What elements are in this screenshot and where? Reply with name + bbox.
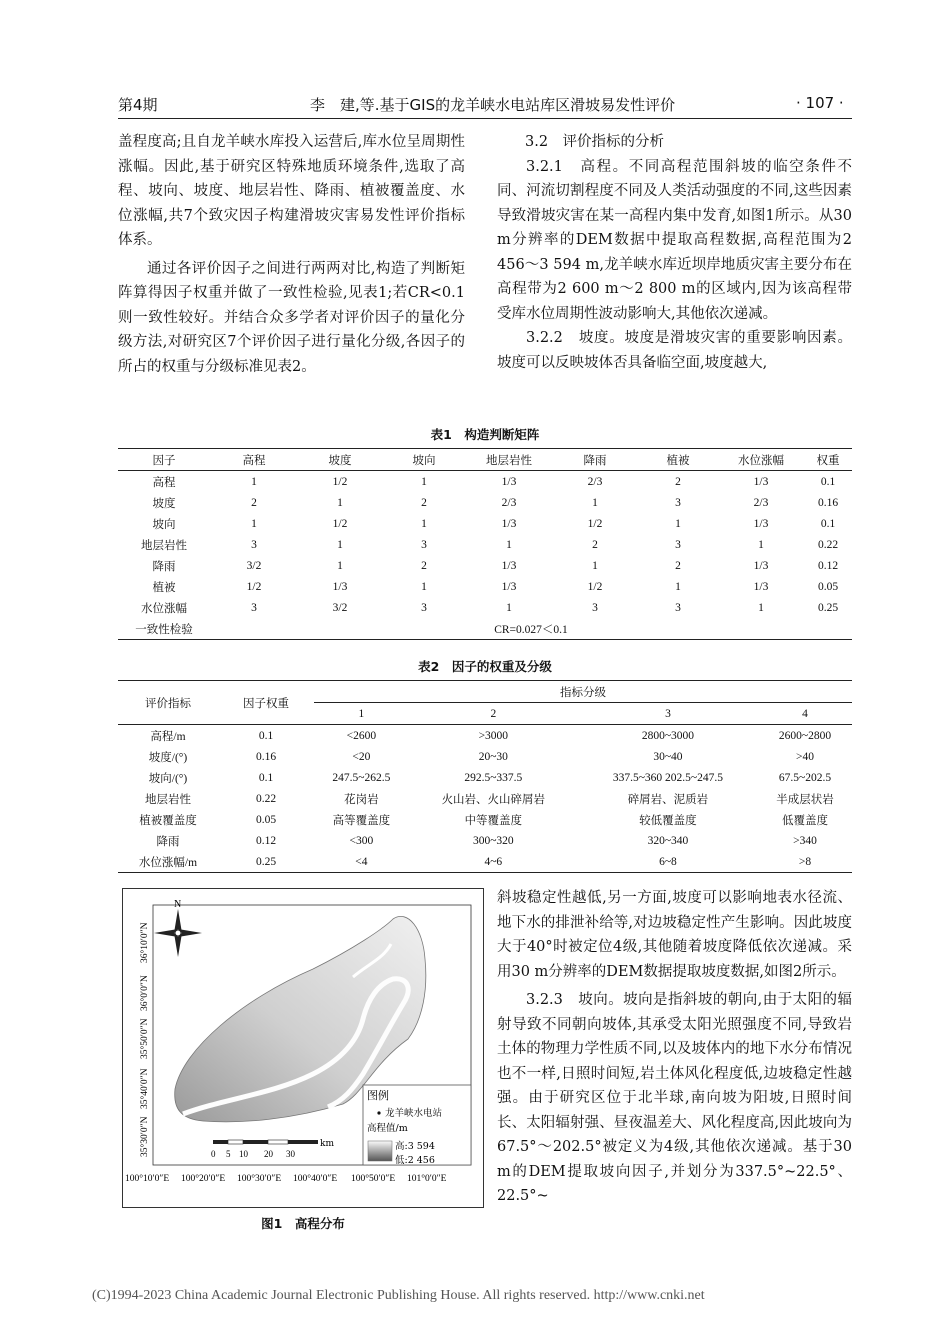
legend-high: 高:3 594 <box>395 1141 435 1152</box>
scale-tick-label: 5 <box>226 1149 231 1159</box>
table-cell: <20 <box>352 750 371 763</box>
table-cell: 坡向/(°) <box>148 772 188 785</box>
table-cell: 0.25 <box>218 851 314 873</box>
table-cell: 1 <box>592 559 598 572</box>
table-row <box>118 809 852 830</box>
table-row <box>118 725 852 747</box>
table-cell: 30~40 <box>653 750 683 763</box>
table-cell: >340 <box>793 834 817 847</box>
scale-bar <box>213 1140 318 1144</box>
table-cell: 0.1 <box>820 517 836 530</box>
scale-tick-label: 0 <box>211 1149 216 1159</box>
table-cell: 3 <box>251 538 257 551</box>
table-cell: >3000 <box>478 729 509 742</box>
latitude-label: 35°30′0″N <box>140 1116 150 1157</box>
table-cell: 植被 <box>638 449 718 471</box>
table-cell: 3 <box>421 538 427 551</box>
table-cell: 高程 <box>210 449 298 471</box>
latitude-label: 36°10′0″N <box>140 922 150 963</box>
table2 <box>118 680 852 873</box>
legend-low: 低:2 456 <box>395 1155 435 1166</box>
table-cell: 1 <box>337 496 343 509</box>
table-cell: 1 <box>675 517 681 530</box>
table-cell: 1/3 <box>332 580 348 593</box>
copyright-footer: (C)1994-2023 China Academic Journal Electronic Publishing House. All rights reserved. http://www.cnki.net <box>92 1288 705 1303</box>
longitude-label: 100°20′0″E <box>181 1174 226 1184</box>
table-cell: 1/3 <box>753 517 769 530</box>
table-cell: 指标分级 <box>314 681 852 703</box>
table-row <box>118 492 852 513</box>
table-cell: 320~340 <box>647 834 689 847</box>
table-cell: 较低覆盖度 <box>639 814 697 827</box>
table-cell: 1 <box>251 517 257 530</box>
table-cell: >40 <box>795 750 814 763</box>
table-cell: 中等覆盖度 <box>464 814 523 827</box>
table-cell: 植被 <box>152 581 176 594</box>
paragraph: 盖程度高;且自龙羊峡水库投入运营后,库水位呈周期性涨幅。因此,基于研究区特殊地质环境条件,选取了高程、坡向、坡度、地层岩性、降雨、植被覆盖度、水位涨幅,共7个致灾因子构建滑坡灾害易发性评价指标体系。 <box>118 134 465 248</box>
latitude-label: 35°50′0″N <box>140 1018 150 1059</box>
table-cell: 坡度 <box>298 449 382 471</box>
table-cell: 地层岩性 <box>141 539 187 552</box>
longitude-label: 101°0′0″E <box>407 1174 447 1184</box>
table-cell: 247.5~262.5 <box>332 771 391 784</box>
table-row <box>118 746 852 767</box>
table-cell: 0.12 <box>255 834 277 847</box>
elevation-map <box>123 889 483 1207</box>
table-cell: 1/3 <box>501 517 517 530</box>
table-cell: 0.1 <box>820 475 836 488</box>
table-cell: 3 <box>675 496 681 509</box>
table-cell: 2 <box>409 703 578 725</box>
table-row <box>118 555 852 576</box>
table-header-row <box>118 449 852 471</box>
scale-tick-label: 10 <box>239 1149 248 1159</box>
table-cell: 地层岩性 <box>145 793 191 806</box>
longitude-label: 100°30′0″E <box>237 1174 282 1184</box>
table-cell: 6~8 <box>578 851 758 873</box>
table-cell: >8 <box>758 851 852 873</box>
table-cell: 地层岩性 <box>466 449 552 471</box>
page-number: · 107 · <box>796 94 844 112</box>
table2-caption: 表2 因子的权重及分级 <box>418 659 552 674</box>
table-cell: 坡度 <box>152 497 176 510</box>
legend-title: 图例 <box>367 1089 389 1102</box>
table-cell: 1 <box>758 538 764 551</box>
table-cell: 0.22 <box>255 792 277 805</box>
table-cell: 坡向 <box>382 449 466 471</box>
table-cell: 3 <box>592 601 598 614</box>
table-cell: 3/2 <box>332 601 348 614</box>
right-column-lower <box>497 886 852 1209</box>
north-label: N <box>174 899 182 910</box>
table-cell: 降雨 <box>152 560 176 573</box>
table-cell: 水位涨幅/m <box>118 851 218 873</box>
header-rule <box>118 118 852 119</box>
paragraph: 3.2.1 高程。不同高程范围斜坡的临空条件不同、河流切割程度不同及人类活动强度的不同,这些因素导致滑坡灾害在某一高程内集中发育,如图1所示。从30 m分辨率的DEM数据中提取高程数据,高程范围为2 456～3 594 m,龙羊峡水库近坝岸地质灾害主要分布在高程带为2 600 m～2 800 m的区域内,因为该高程带受库水位周期性波动影响大,其他依次递减。 <box>497 158 852 322</box>
paragraph: 3.2.2 坡度。坡度是滑坡灾害的重要影响因素。坡度可以反映坡体否具备临空面,坡度越大, <box>497 330 852 371</box>
table-cell: 0.1 <box>258 729 274 742</box>
table-row <box>118 851 852 873</box>
right-column <box>497 130 852 375</box>
table-cell: 1/2 <box>587 517 603 530</box>
table-cell: 2600~2800 <box>778 729 832 742</box>
table-cell: 碎屑岩、泥质岩 <box>627 793 709 806</box>
table-cell: 1 <box>421 475 427 488</box>
table-row <box>118 513 852 534</box>
table-cell: 坡向 <box>152 518 176 531</box>
table-cell: 低覆盖度 <box>781 814 828 827</box>
table-cell: 1/2 <box>332 517 348 530</box>
table-cell: 3 <box>578 703 758 725</box>
table-cell: 2 <box>421 559 427 572</box>
table-row <box>118 767 852 788</box>
table-cell: 0.25 <box>817 601 839 614</box>
table-cell: 1 <box>506 538 512 551</box>
paragraph: 通过各评价因子之间进行两两对比,构造了判断矩阵算得因子权重并做了一致性检验,见表1;若CR<0.1则一致性较好。并结合众多学者对评价因子的量化分级方法,对研究区7个评价因子进行量化分级,各因子的所占的权重与分级标准见表2。 <box>118 260 465 375</box>
figure1-caption: 图1 高程分布 <box>261 1216 345 1231</box>
table-cell: CR=0.027＜0.1 <box>210 618 852 640</box>
table-cell: 植被覆盖度 <box>139 814 197 827</box>
latitude-label: 35°40′0″N <box>140 1068 150 1109</box>
paragraph: 斜坡稳定性越低,另一方面,坡度可以影响地表水径流、地下水的排泄补给等,对边坡稳定性产生影响。因此坡度大于40°时被定位4级,其他随着坡度降低依次递减。采用30 m分辨率的DEM数据提取坡度数据,如图2所示。 <box>497 890 852 980</box>
table-cell: 300~320 <box>472 834 514 847</box>
table-cell: 20~30 <box>478 750 508 763</box>
table-cell: 水位涨幅 <box>141 602 187 615</box>
table-cell: 1 <box>592 496 598 509</box>
table-cell: 3/2 <box>246 559 262 572</box>
running-title: 李 建,等.基于GIS的龙羊峡水电站库区滑坡易发性评价 <box>310 96 676 114</box>
table-cell: 1/3 <box>501 475 517 488</box>
table-row <box>118 597 852 618</box>
table-cell: 0.22 <box>817 538 839 551</box>
table-cell: 1 <box>251 475 257 488</box>
table-cell: 1 <box>506 601 512 614</box>
table-cell: 1 <box>421 580 427 593</box>
table-cell: 0.16 <box>255 750 277 763</box>
figure1-frame <box>122 888 484 1208</box>
table-cell: 3 <box>675 601 681 614</box>
table-cell: 2/3 <box>587 475 603 488</box>
table-cell: 2 <box>421 496 427 509</box>
table-cell: 1/3 <box>753 475 769 488</box>
table-row <box>118 534 852 555</box>
table-cell: 0.16 <box>817 496 839 509</box>
table-cell: 2 <box>251 496 257 509</box>
legend-elevation-title: 高程值/m <box>367 1123 408 1134</box>
table-row <box>118 576 852 597</box>
latitude-label: 36°0′0″N <box>140 975 150 1011</box>
table-row <box>118 471 852 493</box>
longitude-label: 100°10′0″E <box>125 1174 170 1184</box>
table-cell: 337.5~360 202.5~247.5 <box>612 771 724 784</box>
table-cell: 1 <box>421 517 427 530</box>
table-cell: 火山岩、火山碎屑岩 <box>441 793 546 806</box>
table-cell: 1/3 <box>501 559 517 572</box>
table-cell: 1/3 <box>753 580 769 593</box>
table-cell: 4~6 <box>409 851 578 873</box>
table-cell: 水位涨幅 <box>718 449 804 471</box>
table-cell: 1 <box>675 580 681 593</box>
table-cell: 1 <box>337 559 343 572</box>
table-row <box>118 788 852 809</box>
table-cell: 一致性检验 <box>118 618 210 640</box>
table-cell: <2600 <box>346 729 377 742</box>
table-cell: 1 <box>758 601 764 614</box>
table-cell: 3 <box>675 538 681 551</box>
table-cell: 2/3 <box>753 496 769 509</box>
legend-ramp <box>368 1141 392 1161</box>
table-cell: 2 <box>592 538 598 551</box>
table-cell: <300 <box>349 834 374 847</box>
table-cell: 权重 <box>804 449 852 471</box>
table1 <box>118 448 852 640</box>
table-cell: 1/2 <box>587 580 603 593</box>
table-cell: 2 <box>675 559 681 572</box>
scale-unit: km <box>320 1139 334 1149</box>
table-cell: 高程 <box>152 476 176 489</box>
north-arrow-icon <box>154 909 202 957</box>
table-row <box>118 830 852 851</box>
issue-number: 第4期 <box>118 96 158 114</box>
longitude-label: 100°40′0″E <box>293 1174 338 1184</box>
legend-station: 龙羊峡水电站 <box>385 1108 443 1119</box>
table-cell: 0.05 <box>255 813 277 826</box>
table-cell: <4 <box>314 851 409 873</box>
table1-caption: 表1 构造判断矩阵 <box>430 427 540 442</box>
table-cell: 0.1 <box>258 771 274 784</box>
table-cell: 0.12 <box>817 559 839 572</box>
table-cell: 高等覆盖度 <box>332 814 391 827</box>
table-cell: 花岗岩 <box>344 793 379 806</box>
table-cell: 1 <box>314 703 409 725</box>
table-cell: 4 <box>758 703 852 725</box>
table-cell: 2/3 <box>501 496 517 509</box>
table-cell: 292.5~337.5 <box>464 771 523 784</box>
table-cell: 67.5~202.5 <box>778 771 832 784</box>
table-cell: 0.05 <box>817 580 839 593</box>
section-heading: 3.2 评价指标的分析 <box>525 134 665 150</box>
table-cell: 1/2 <box>332 475 348 488</box>
table-cell: 降雨 <box>156 835 180 848</box>
table-cell: 因子 <box>118 449 210 471</box>
table-cell: 坡度/(°) <box>148 751 188 764</box>
paragraph: 3.2.3 坡向。坡向是指斜坡的朝向,由于太阳的辐射导致不同朝向坡体,其承受太阳光照强度不同,导致岩土体的物理力学性质不同,以及坡体内的地下水分布情况也不一样,日照时间短,岩土体风化程度低,边坡稳定性越强。由于研究区位于北半球,南向坡为阳坡,日照时间长、太阳辐射强、昼夜温差大、风化程度高,因此坡向为67.5°～202.5°被定义为4级,其他依次递减。基于30 m的DEM提取坡向因子,并划分为337.5°~22.5°、22.5°~ <box>497 992 852 1204</box>
table-cell: 2 <box>675 475 681 488</box>
table-cell: 1/3 <box>753 559 769 572</box>
table-cell: 降雨 <box>552 449 638 471</box>
table-cell: 评价指标 <box>118 681 218 725</box>
scale-tick-label: 30 <box>286 1149 295 1159</box>
table-cell: 1 <box>337 538 343 551</box>
station-marker-icon <box>377 1111 380 1114</box>
table-cell: 1/3 <box>501 580 517 593</box>
longitude-label: 100°50′0″E <box>351 1174 396 1184</box>
table-header-row <box>118 681 852 703</box>
table-cell: 因子权重 <box>218 681 314 725</box>
table-cell: 3 <box>421 601 427 614</box>
table-cell: 高程/m <box>150 730 186 743</box>
table-cell: 3 <box>251 601 257 614</box>
table-cell: 半成层状岩 <box>776 793 834 806</box>
scale-tick-label: 20 <box>264 1149 273 1159</box>
left-column <box>118 130 465 379</box>
table-cell: 1/2 <box>246 580 262 593</box>
table-cell: 2800~3000 <box>641 729 695 742</box>
table-footer-row <box>118 618 852 640</box>
